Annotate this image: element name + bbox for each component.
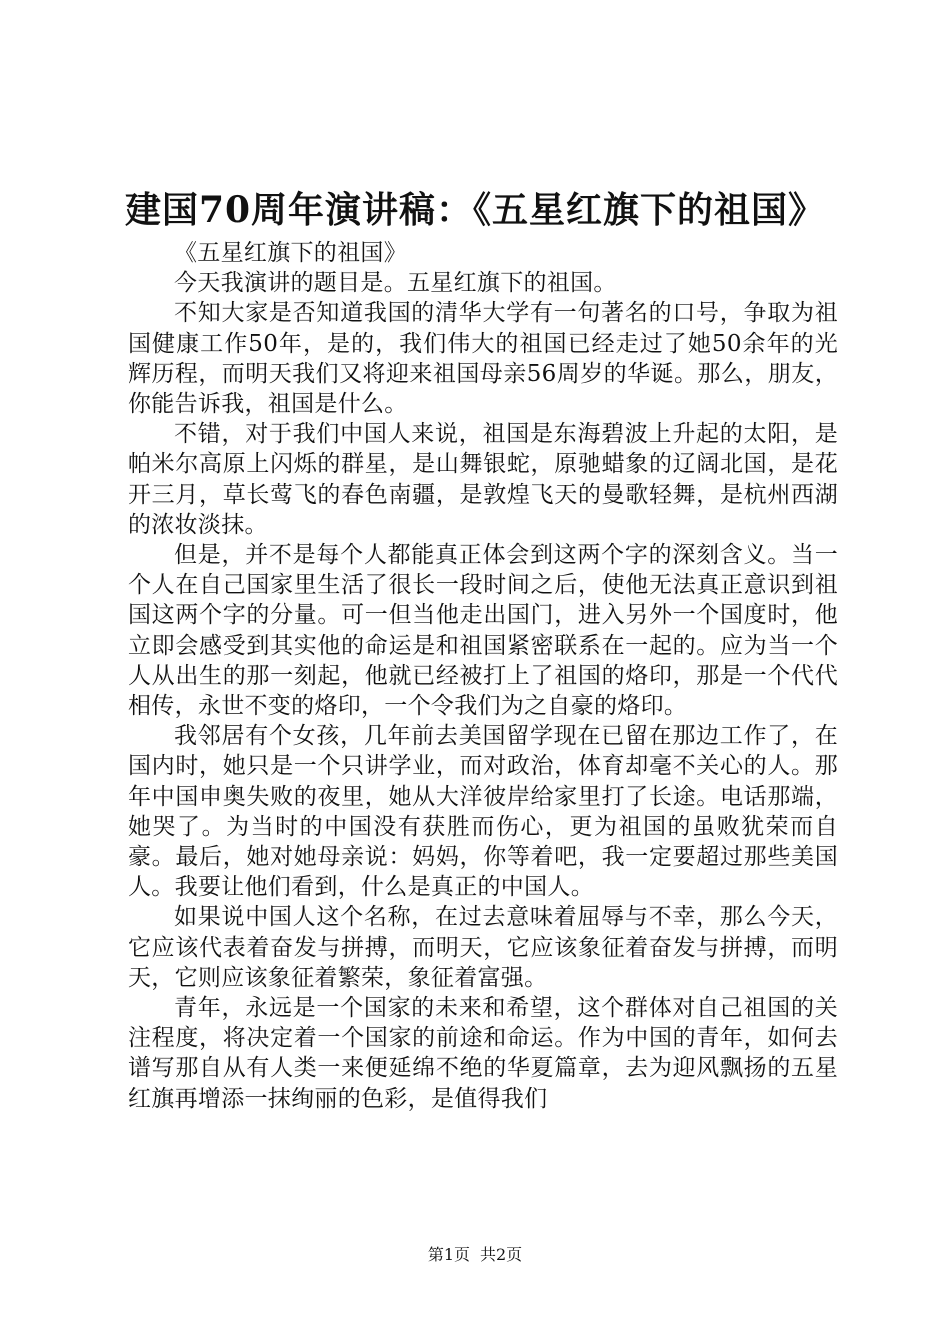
page-footer [0,1245,950,1265]
paragraph: 但是，并不是每个人都能真正体会到这两个字的深刻含义。当一个人在自己国家里生活了很长一段时间之后，使他无法真正意识到祖国这两个字的分量。可一但当他走出国门，进入另外一个国度时，他立即会感受到其实他的命运是和祖国紧密联系在一起的。应为当一个人从出生的那一刻起，他就已经被打上了祖国的烙印，那是一个代代相传，永世不变的烙印，一个令我们为之自豪的烙印。 [128,542,838,720]
paragraph: 今天我演讲的题目是。五星红旗下的祖国。 [174,270,617,297]
document-body [128,238,838,1114]
paragraph-subtitle: 《五星红旗下的祖国》 [174,240,407,266]
paragraph: 如果说中国人这个名称，在过去意味着屈辱与不幸，那么今天，它应该代表着奋发与拼搏，而明天，它应该象征着奋发与拼搏，而明天，它则应该象征着繁荣，象征着富强。 [128,904,838,991]
document-title: 建国70周年演讲稿：《五星红旗下的祖国》 [124,189,826,231]
paragraph: 不知大家是否知道我国的清华大学有一句著名的口号，争取为祖国健康工作50年，是的，我们伟大的祖国已经走过了她50余年的光辉历程，而明天我们又将迎来祖国母亲56周岁的华诞。那么，朋友，你能告诉我，祖国是什么。 [128,300,838,418]
page-number: 第1页 [427,1245,470,1264]
paragraph: 我邻居有个女孩，几年前去美国留学现在已留在那边工作了，在国内时，她只是一个只讲学业，而对政治，体育却毫不关心的人。那年中国申奥失败的夜里，她从大洋彼岸给家里打了长途。电话那端，她哭了。为当时的中国没有获胜而伤心，更为祖国的虽败犹荣而自豪。最后，她对她母亲说：妈妈，你等着吧，我一定要超过那些美国人。我要让他们看到，什么是真正的中国人。 [128,723,838,901]
page-total: 共2页 [480,1245,523,1264]
paragraph: 不错，对于我们中国人来说，祖国是东海碧波上升起的太阳，是帕米尔高原上闪烁的群星，是山舞银蛇，原驰蜡象的辽阔北国，是花开三月，草长莺飞的春色南疆，是敦煌飞天的曼歌轻舞，是杭州西湖的浓妆淡抹。 [128,421,838,538]
paragraph: 青年，永远是一个国家的未来和希望，这个群体对自己祖国的关注程度，将决定着一个国家的前途和命运。作为中国的青年，如何去谱写那自从有人类一来便延绵不绝的华夏篇章，去为迎风飘扬的五星红旗再增添一抹绚丽的色彩，是值得我们 [128,995,838,1112]
